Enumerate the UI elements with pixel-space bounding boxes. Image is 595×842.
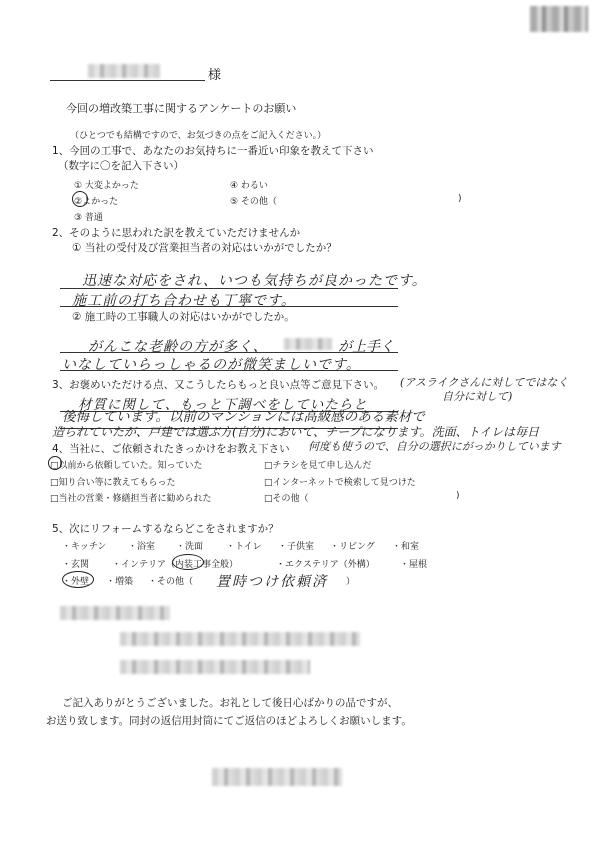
- q1-option-2: ②よかった: [74, 197, 119, 207]
- q4-option-3: □知り合い等に教えてもらった: [50, 478, 176, 488]
- q1-option-5: ⑤ その他（: [230, 197, 277, 207]
- q4-text: 4、当社に、ご依頼されたきっかけをお教え下さい: [52, 443, 290, 455]
- q5-row1-item-2: ・浴室: [128, 542, 156, 552]
- q5-other-answer: 置時つけ依頼済: [216, 574, 328, 590]
- closing-line-1: ご記入ありがとうございました。お礼として後日心ばかりの品ですが、: [62, 697, 398, 709]
- honorific: 様: [208, 68, 222, 83]
- q4-option-4: □インターネットで検索して見つけた: [264, 478, 416, 488]
- redacted-stamp: [530, 6, 588, 32]
- q3-answer-line2: 後悔しています。以前のマンションには高級感のある素材で: [62, 409, 425, 425]
- name-underline: [50, 80, 205, 81]
- q1-option-1: ① 大変よかった: [74, 181, 139, 191]
- q3-answer-line1: 材質に関して、もっと下調べをしていたらと: [78, 397, 368, 413]
- q2-answer2-line2: いなしていらっしゃるのが微笑ましいです。: [62, 357, 361, 373]
- q2-answer2-line1: がんこな老齢の方が多く、: [88, 339, 268, 355]
- survey-title: 今回の増改築工事に関するアンケートのお願い: [66, 102, 297, 115]
- q5-row3-item-3: ・その他（: [148, 577, 194, 587]
- q1-option-3: ③ 普通: [74, 213, 103, 223]
- q5-row2-item-4: ・エクステリア（外構）: [276, 560, 375, 570]
- q1-option-4: ④ わるい: [230, 181, 268, 191]
- q5-selected-circle-exterior: [62, 571, 94, 588]
- redacted-signature: [212, 768, 342, 786]
- redacted-address-1: [120, 632, 360, 646]
- q1-option-5-close: ): [458, 194, 462, 204]
- q2-answer2-line1-end: が上手く: [338, 339, 394, 355]
- q3-side-note-1: (アスライクさんに対してではなく: [400, 376, 569, 389]
- q4-option-2: □チラシを見て申し込んだ: [264, 461, 372, 471]
- q5-row3-item-1: ・外壁: [62, 577, 90, 587]
- q5-row3-close: ）: [346, 577, 356, 587]
- q3-answer-line3: 造られていたが、戸建では選ぶ方(自分)において、チープになります。洗面、トイレは毎日: [52, 425, 539, 439]
- q2-answer1-line2: 施工前の打ち合わせも丁寧です。: [72, 293, 296, 309]
- redacted-company-name: [60, 606, 170, 620]
- q5-row2-item-3: （内装工事全般）: [166, 560, 239, 570]
- q5-row1-item-4: ・トイレ: [226, 542, 262, 552]
- q4-option-5: □当社の営業・修繕担当者に勧められた: [50, 494, 212, 504]
- closing-line-2: お送り致します。同封の返信用封筒にてご返信のほどよろしくお願いします。: [46, 715, 412, 727]
- q1-text: 1、今回の工事で、あなたのお気持ちに一番近い印象を教えて下さい: [52, 145, 374, 157]
- survey-subtitle: （ひとつでも結構ですので、お気づきの点をご記入ください。）: [70, 131, 327, 141]
- q5-text: 5、次にリフォームするならどこをされますか？: [52, 523, 279, 535]
- q4-option-1: □以前から依頼していた。知っていた: [50, 461, 203, 471]
- q5-row1-item-7: ・和室: [392, 542, 420, 552]
- answer-rule: [60, 306, 398, 307]
- q2-answer1-line1: 迅速な対応をされ、いつも気持ちが良かったです。: [82, 273, 427, 289]
- q3-answer-line4: 何度も使うので、自分の選択にがっかりしています: [308, 440, 561, 453]
- q5-row1-item-1: ・キッチン: [62, 542, 107, 552]
- answer-rule: [60, 352, 398, 353]
- q5-selected-circle-interior: [172, 554, 204, 570]
- answer-rule: [60, 288, 398, 289]
- redacted-person-name: [284, 338, 332, 350]
- q1-selected-circle: [72, 191, 88, 207]
- redacted-name: [88, 64, 160, 78]
- q4-option-6-close: ): [456, 491, 460, 501]
- q4-option-6: □その他（: [264, 494, 309, 504]
- q5-row1-item-3: ・洗面: [176, 542, 204, 552]
- answer-rule: [60, 370, 398, 371]
- redacted-address-2: [120, 660, 310, 674]
- q5-row2-item-5: ・屋根: [400, 560, 428, 570]
- q5-row2-item-1: ・玄関: [62, 560, 90, 570]
- q5-row2-item-2: ・インテリア: [112, 560, 167, 570]
- q3-side-note-2: 自分に対して): [442, 390, 513, 403]
- q5-row1-item-5: ・子供室: [278, 542, 315, 552]
- q5-row3-item-2: ・増築: [106, 577, 134, 587]
- q2-text: 2、そのように思われた訳を教えていただけませんか: [52, 227, 301, 239]
- q5-row1-item-6: ・リビング: [330, 542, 375, 552]
- q2-sub2: ② 施工時の工事職人の対応はいかがでしたか。: [72, 311, 295, 323]
- q2-sub1: ① 当社の受付及び営業担当者の対応はいかがでしたか？: [72, 242, 337, 254]
- q1-instruction: （数字に〇を記入下さい）: [58, 160, 184, 172]
- q3-text: 3、お褒めいただける点、又こうしたらもっと良い点等ご意見下さい。: [52, 379, 385, 391]
